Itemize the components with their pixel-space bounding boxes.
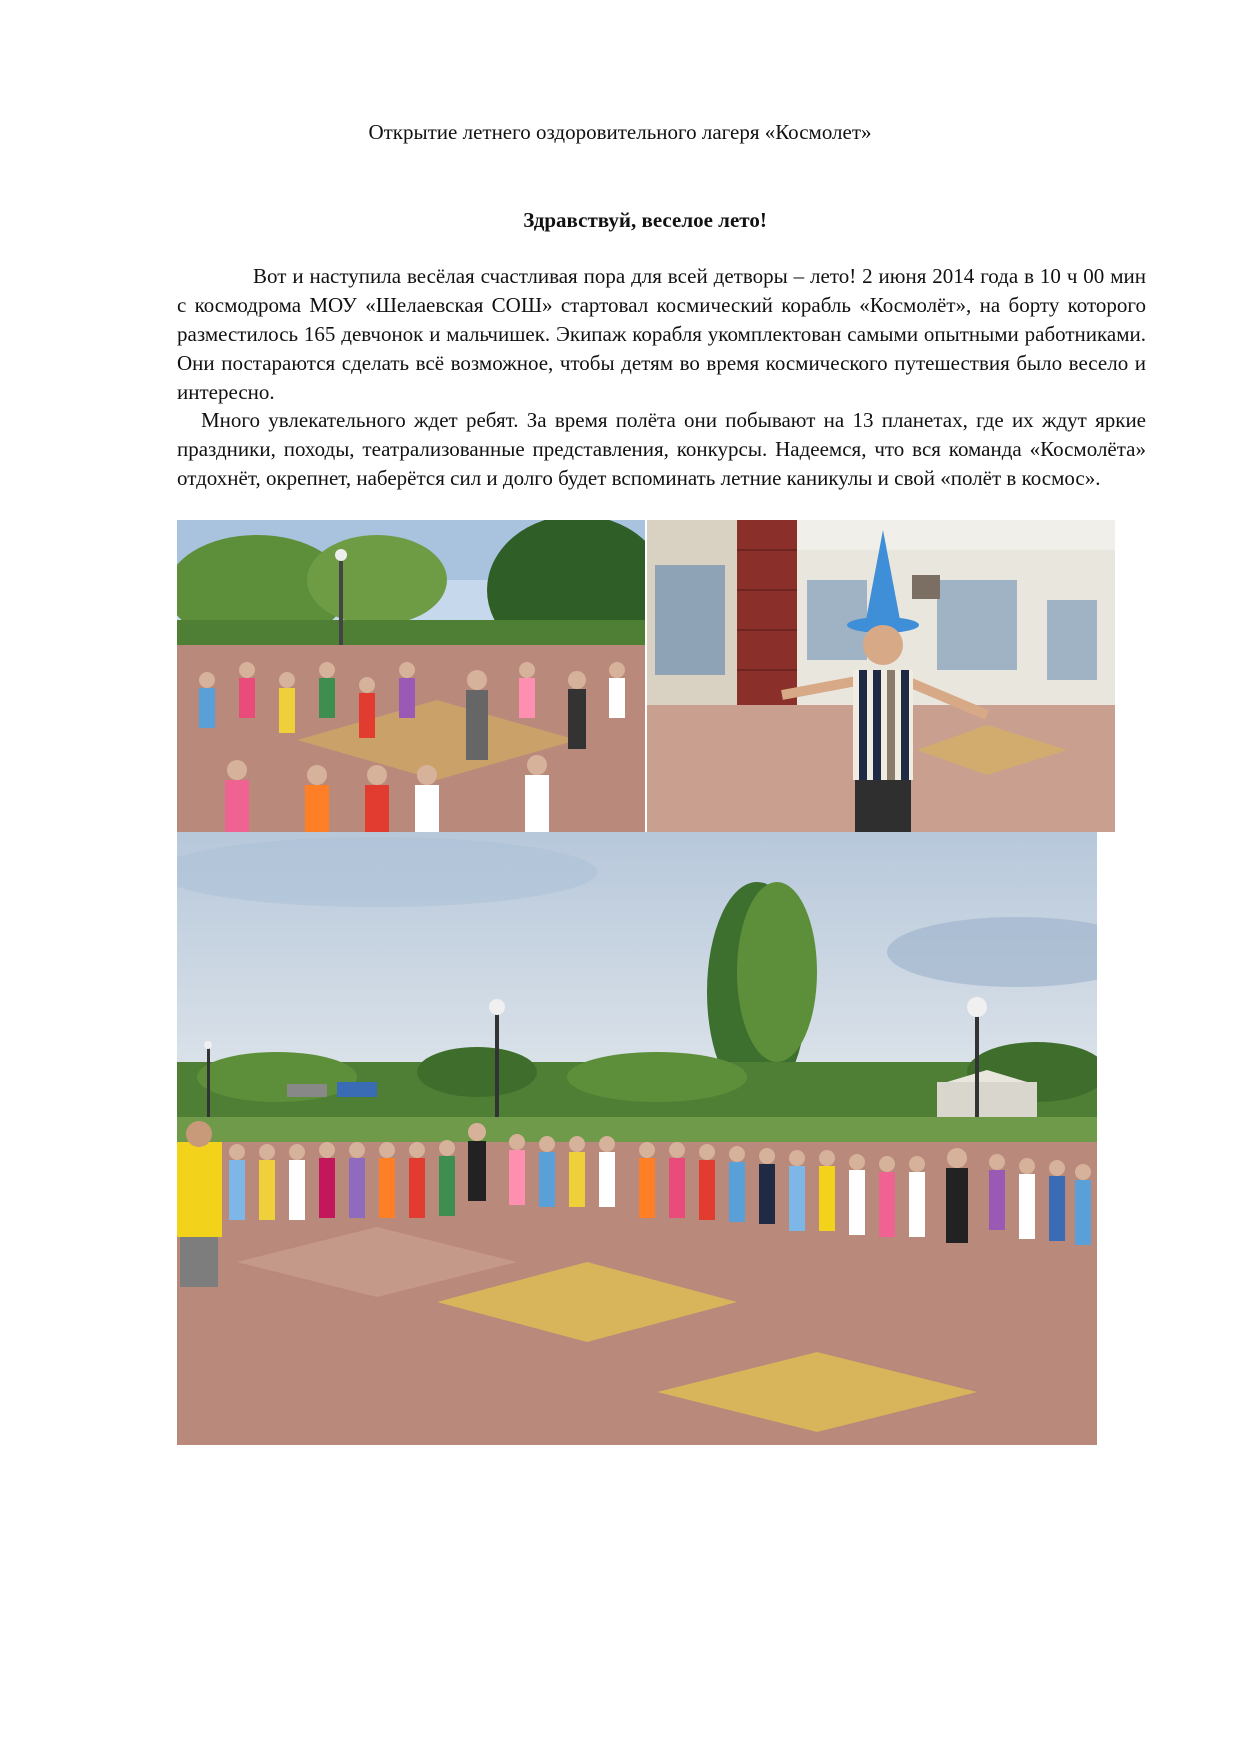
man-in-wizard-hat-photo xyxy=(647,520,1115,832)
paragraph-1: Вот и наступила весёлая счастливая пора для всей детворы – лето! 2 июня 2014 года в 10 ч 00 мин с космодрома МОУ «Шелаевская СОШ» стартовал космический корабль «Космолёт», на борту которого разместилось 165 девчонок и мальчишек. Экипаж корабля укомплектован самыми опытными работниками. Они постараются сделать всё возможное, чтобы детям во время космического путешествия было весело и интересно. xyxy=(177,264,1146,404)
children-dancing-photo xyxy=(177,520,645,832)
document-title: Открытие летнего оздоровительного лагеря «Космолет» xyxy=(368,120,872,144)
document-subtitle: Здравствуй, веселое лето! xyxy=(523,208,767,232)
paragraph-2: Много увлекательного ждет ребят. За время полёта они побывают на 13 планетах, где их ждут яркие праздники, походы, театрализованные представления, конкурсы. Надеемся, что вся команда «Космолёта» отдохнёт, окрепнет, наберётся сил и долго будет вспоминать летние каникулы и свой «полёт в космос». xyxy=(177,408,1146,490)
schoolyard-assembly-photo xyxy=(177,832,1097,1445)
